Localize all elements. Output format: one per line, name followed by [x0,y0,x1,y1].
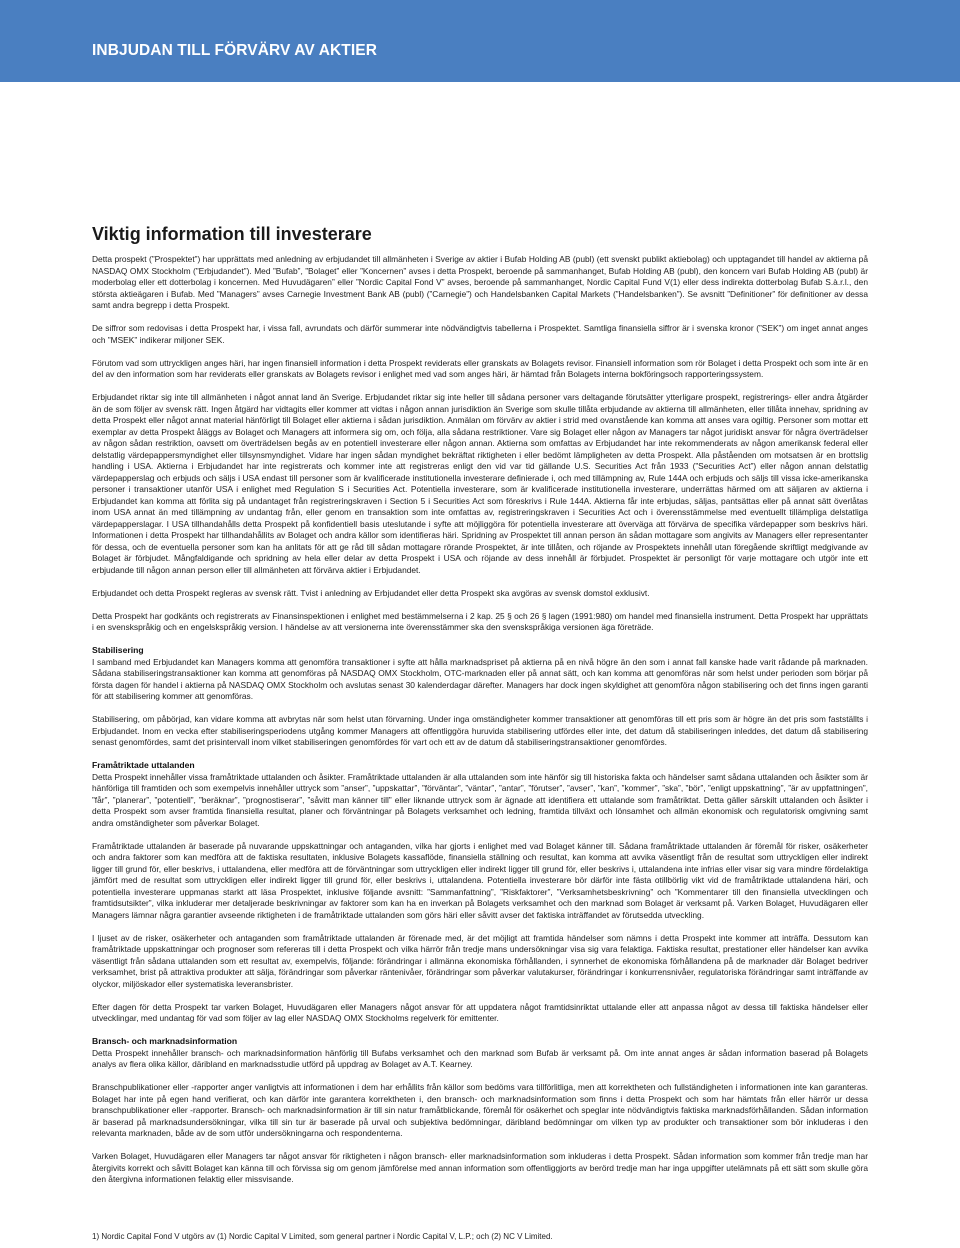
bransch-paragraph-1: Detta Prospekt innehåller bransch- och marknadsinformation hänförlig till Bufabs verksamhet och den marknad som Bufab är verksamt på. Om inte annat anges är sådan information baserad på Bolagets analys av flera olika källor, däribland en marknadsstudie utförd på uppdrag av Bolaget av A.T. Kearney. [92,1047,868,1069]
page-title: Viktig information till investerare [92,224,372,244]
intro-paragraph-5: Erbjudandet och detta Prospekt regleras av svensk rätt. Tvist i anledning av Erbjudandet eller detta Prospekt ska avgöras av svensk domstol exklusivt. [92,587,650,598]
framatriktade-paragraph-1: Detta Prospekt innehåller vissa framåtriktade uttalanden och åsikter. Framåtriktade uttalanden är alla uttalanden som inte hänför sig till historiska fakta och händelser samt sådana uttalanden och åsikter som är hänförliga till framtiden och som exempelvis innehåller uttryck som ”anser”, ”uppskattar”, ”förväntar”, ”väntar”, ”antar”, ”förutser”, ”avser”, ”kan”, ”kommer”, ”ska”, ”bör”, ”enligt uppskattning”, ”är av uppfattningen”, ”får”, ”planerar”, ”potentiell”, ”beräknar”, ”prognostiserar”, ”såvitt man känner till” eller liknande uttryck som är ägnade att identifiera ett uttalande som framåtriktat. Detta gäller särskilt uttalanden och åsikter i detta Prospekt som avser framtida finansiella resultat, planer och förväntningar på Bolagets verksamhet och ledning, framtida tillväxt och lönsamhet och allmän ekonomisk och regulatorisk omgivning samt andra omständigheter som påverkar Bolaget. [92,771,868,828]
section-heading-bransch: Bransch- och marknadsinformation [92,1036,238,1046]
intro-paragraph-1: Detta prospekt (”Prospektet”) har upprättats med anledning av erbjudandet till allmänheten i Sverige av aktier i Bufab Holding AB (publ) (ett svenskt publikt aktiebolag) och upptagandet till handel av aktierna på NASDAQ OMX Stockholm (”Erbjudandet”). Med ”Bufab”, ”Bolaget” eller ”Koncernen” avses i detta Prospekt, beroende på sammanhanget, Bufab Holding AB (publ), den koncern vari Bufab Holding AB (publ) är moderbolag eller ett dotterbolag i koncernen. Med Huvudägaren” eller ”Nordic Capital Fond V” avses, beroende på sammanhanget, Nordic Capital Fund V(1) eller dess indirekta dotterbolag Bufab S.à.r.l., den största aktieägaren i Bufab. Med ”Managers” avses Carnegie Investment Bank AB (publ) (”Carnegie”) och Handelsbanken Capital Markets (”Handelsbanken”). Se avsnitt ”Definitioner” för definitioner av dessa samt andra begrepp i detta Prospekt. [92,254,868,310]
footnote: 1) Nordic Capital Fond V utgörs av (1) Nordic Capital V Limited, som general partner i Nordic Capital V, L.P.; och (2) NC V Limited. [92,1232,553,1241]
intro-paragraph-3: Förutom vad som uttryckligen anges häri, har ingen finansiell information i detta Prospekt reviderats eller granskats av Bolagets revisor. Finansiell information som rör Bolaget i detta Prospekt och som inte är en del av den information som har reviderats eller granskats av Bolagets revisor i enlighet med vad som anges häri, är hämtad från Bolagets interna bokföringsoch rapporteringssystem. [92,357,868,379]
intro-paragraph-6: Detta Prospekt har godkänts och registrerats av Finansinspektionen i enlighet med bestämmelserna i 2 kap. 25 § och 26 § lagen (1991:980) om handel med finansiella instrument. Detta Prospekt har upprättats i en svenskspråkig och en engelskspråkig version. I händelse av att versionerna inte överensstämmer ska den svenskspråkiga versionen äga företräde. [92,610,868,632]
bransch-paragraph-3: Varken Bolaget, Huvudägaren eller Managers tar något ansvar för riktigheten i någon bransch- eller marknadsinformation som inkluderas i detta Prospekt. Sådan information som kommer från tredje man har återgivits korrekt och såvitt Bolaget kan känna till och förvissa sig om genom jämförelse med annan information som offentliggjorts av berörd tredje man har inga uppgifter utelämnats på ett sätt som skulle göra den återgivna informationen felaktig eller missvisande. [92,1151,868,1184]
header-band [0,0,960,82]
main-content [92,224,868,1197]
section-heading-stabilisering: Stabilisering [92,645,144,655]
stabilisering-paragraph-1: I samband med Erbjudandet kan Managers komma att genomföra transaktioner i syfte att hålla marknadspriset på aktierna på en nivå högre än den som i annat fall kanske hade varit rådande på marknaden. Sådana stabiliseringstransaktioner kan komma att genomföras på NASDAQ OMX Stockholm, OTC-marknaden eller på annat sätt, och kan komma att genomföras när som helst under perioden som börjar på första dagen för handel i aktierna på NASDAQ OMX Stockholm och avslutas senast 30 kalenderdagar därefter. Managers har dock ingen skyldighet att genomföra någon stabilisering och det finns ingen garanti för att stabilisering kommer att genomföras. [92,656,868,701]
framatriktade-paragraph-4: Efter dagen för detta Prospekt tar varken Bolaget, Huvudägaren eller Managers något ansvar för att uppdatera något framtidsinriktat uttalande eller att anpassa något av dessa till faktiska händelser eller utvecklingar, med undantag för vad som följer av lag eller NASDAQ OMX Stockholms regelverk för emittenter. [92,1001,868,1023]
stabilisering-paragraph-2: Stabilisering, om påbörjad, kan vidare komma att avbrytas när som helst utan förvarning. Under inga omständigheter kommer transaktioner att genomföras till ett pris som är högre än det pris som fastställts i Erbjudandet. Inom en vecka efter stabiliseringsperiodens utgång kommer Managers att offentliggöra huruvida stabilisering utfördes eller inte, det datum då stabiliseringen inleddes, det datum då stabilisering senast genomfördes, samt det prisintervall inom vilket stabiliseringen genomfördes för vart och ett av de datum då stabiliseringstransaktioner genomfördes. [92,714,868,747]
section-heading-framatriktade: Framåtriktade uttalanden [92,760,195,770]
framatriktade-paragraph-2: Framåtriktade uttalanden är baserade på nuvarande uppskattningar och antaganden, vilka har gjorts i enlighet med vad Bolaget känner till. Sådana framåtriktade uttalanden är föremål för risker, osäkerheter och andra faktorer som kan medföra att de faktiska resultaten, inklusive Bolagets kassaflöde, finansiella ställning och resultat, kan komma att avvika väsentligt från de resultat som uttryckligen eller indirekt ligger till grund för, eller beskrivs, i uttalandena, eller medföra att de förväntningar som uttryckligen eller indirekt ligger till grund för, eller beskrivs i, uttalandena inte infrias eller visar sig vara mindre fördelaktiga jämfört med de resultat som uttryckligen eller indirekt ligger till grund för, eller beskrivs i, uttalandena. Potentiella investerare bör därför inte fästa otillbörlig vikt vid de framåtriktade uttalandena häri, och potentiella investerare uppmanas starkt att läsa Prospektet, inklusive följande avsnitt: ”Sammanfattning”, ”Riskfaktorer”, ”Verksamhetsbeskrivning” och ”Kommentarer till den finansiella utvecklingen och framtidsutsikter”, vilka inkluderar mer detaljerade beskrivningar av faktorer som kan ha en inverkan på Bolagets verksamhet och den marknad som Bolaget är verksamt på. Varken Bolaget, Huvudägaren eller Managers lämnar några garantier avseende riktigheten i de framåtriktade uttalanden som görs häri eller såvitt avser det faktiska inträffandet av förutsedda utveckling. [92,840,868,920]
document-header-title: INBJUDAN TILL FÖRVÄRV AV AKTIER [92,42,377,59]
framatriktade-paragraph-3: I ljuset av de risker, osäkerheter och antaganden som framåtriktade uttalanden är förenade med, är det möjligt att framtida händelser som nämns i detta Prospekt inte kommer att inträffa. Dessutom kan framåtriktade uppskattningar och prognoser som refereras till i detta Prospekt och vilka härrör från tredje mans undersökningar visa sig vara felaktiga. Faktiska resultat, prestationer eller händelser kan avvika väsentligt från sådana uttalanden som ett resultat av, exempelvis, följande: förändringar i allmänna ekonomiska förhållanden, i synnerhet de ekonomiska förhållandena på de marknader där Bolaget bedriver verksamhet, brist på attraktiva produkter att sälja, förändringar som påverkar räntenivåer, förändringar som påverkar valutakurser, förändringar i konkurrensnivåer, regulatoriska förändringar samt inträffande av olyckor, miljöskador eller systematiska leveransbrister. [92,932,868,989]
bransch-paragraph-2: Branschpublikationer eller -rapporter anger vanligtvis att informationen i dem har erhållits från källor som bedöms vara tillförlitliga, men att korrektheten och fullständigheten i informationen inte kan garanteras. Bolaget har inte på egen hand verifierat, och kan därför inte garantera korrektheten i, den bransch- och marknadsinformation som finns i detta Prospekt och som har hämtats från eller härrör ur dessa branschpublikationer eller -rapporter. Bransch- och marknadsinformation är till sin natur framåtblickande, föremål för osäkerhet och speglar inte nödvändigtvis faktiska marknadsförhållanden. Sådan information är baserad på marknadsundersökningar, vilka till sin tur är baserade på urval och subjektiva bedömningar, däribland bedömningar om vilken typ av produkter och transaktioner som bör inkluderas i den relevanta marknaden, både av de som utför undersökningarna och respondenterna. [92,1082,868,1138]
intro-paragraph-4: Erbjudandet riktar sig inte till allmänheten i något annat land än Sverige. Erbjudandet riktar sig inte heller till sådana personer vars deltagande förutsätter ytterligare prospekt, registrerings- eller andra åtgärder än de som följer av svensk rätt. Ingen åtgärd har vidtagits eller kommer att vidtas i någon annan jurisdiktion än Sverige som skulle tillåta erbjudande av aktierna till allmänheten, eller tillåta innehav, spridning av detta Prospekt eller något annat material hänförligt till Bolaget eller aktierna i sådan jurisdiktion. Anmälan om förvärv av aktier i strid med ovanstående kan komma att anses vara ogiltig. Personer som mottar ett exemplar av detta Prospekt åläggs av Bolaget och Managers att informera sig om, och följa, alla sådana restriktioner. Vare sig Bolaget eller någon av Managers tar något juridiskt ansvar för några överträdelser av någon sådan restriktion, oavsett om överträdelsen begås av en potentiell investerare eller någon annan. Aktierna som omfattas av Erbjudandet har inte rekommenderats av någon amerikansk federal eller delstatlig värdepappersmyndighet eller tillsynsmyndighet. Vidare har ingen sådan myndighet bekräftat riktigheten i eller bedömt lämpligheten av detta Prospekt. Alla påståenden om motsatsen är en brottslig handling i USA. Aktierna i Erbjudandet har inte registrerats och kommer inte att registreras enligt den vid var tid gällande U.S. Securities Act från 1933 (”Securities Act”) eller någon annan delstatlig värdepapperslag och erbjuds och säljs i USA endast till personer som är kvalificerade institutionella investerare definierade i, och med tillämpning av, Rule 144A och erbjuds och säljs till vissa icke-amerikanska personer i transaktioner utanför USA i enlighet med Regulation S i Securities Act. Potentiella investerare, som är kvalificerade institutionella investerare, underrättas härmed om att säljaren av aktierna i Erbjudandet kan komma att förlita sig på undantaget från registreringskraven i Section 5 i Securities Act som föreskrivs i Rule 144A. Aktierna får inte erbjudas, säljas, pantsättas eller på annat sätt överlåtas inom USA annat än med tillämpning av undantag från, eller genom en transaktion som inte omfattas av, registreringskraven i Securities Act och i överensstämmelse med eventuellt tillämpliga delstatliga värdepapperslagar. I USA tillhandahålls detta Prospekt på konfidentiell basis uteslutande i syfte att möjliggöra för potentiella investerare att överväga att förvärva de specifika värdepapper som beskrivs häri. Informationen i detta Prospekt har tillhandahållits av Bolaget och andra källor som identifieras häri. Spridning av Prospektet till annan person än sådan mottagare som angivits av Managers eller representanter för dessa, och de eventuella personer som kan ha anlitats för att ge råd till sådan mottagare rörande Prospektet, är inte tillåten, och röjande av Prospektets innehåll utan föregående skriftligt medgivande av Bolaget är förbjudet. Mångfaldigande och spridning av hela eller delar av detta Prospekt i USA och röjande av dess innehåll är förbjudet. Prospektet är personligt för varje mottagare och utgör inte ett erbjudande till någon annan person eller till allmänheten att förvärva aktier i Erbjudandet. [92,392,868,575]
intro-paragraph-2: De siffror som redovisas i detta Prospekt har, i vissa fall, avrundats och därför summerar inte nödvändigtvis tabellerna i Prospektet. Samtliga finansiella siffror är i svenska kronor (”SEK”) om inget annat anges och ”MSEK” indikerar miljoner SEK. [92,323,868,345]
